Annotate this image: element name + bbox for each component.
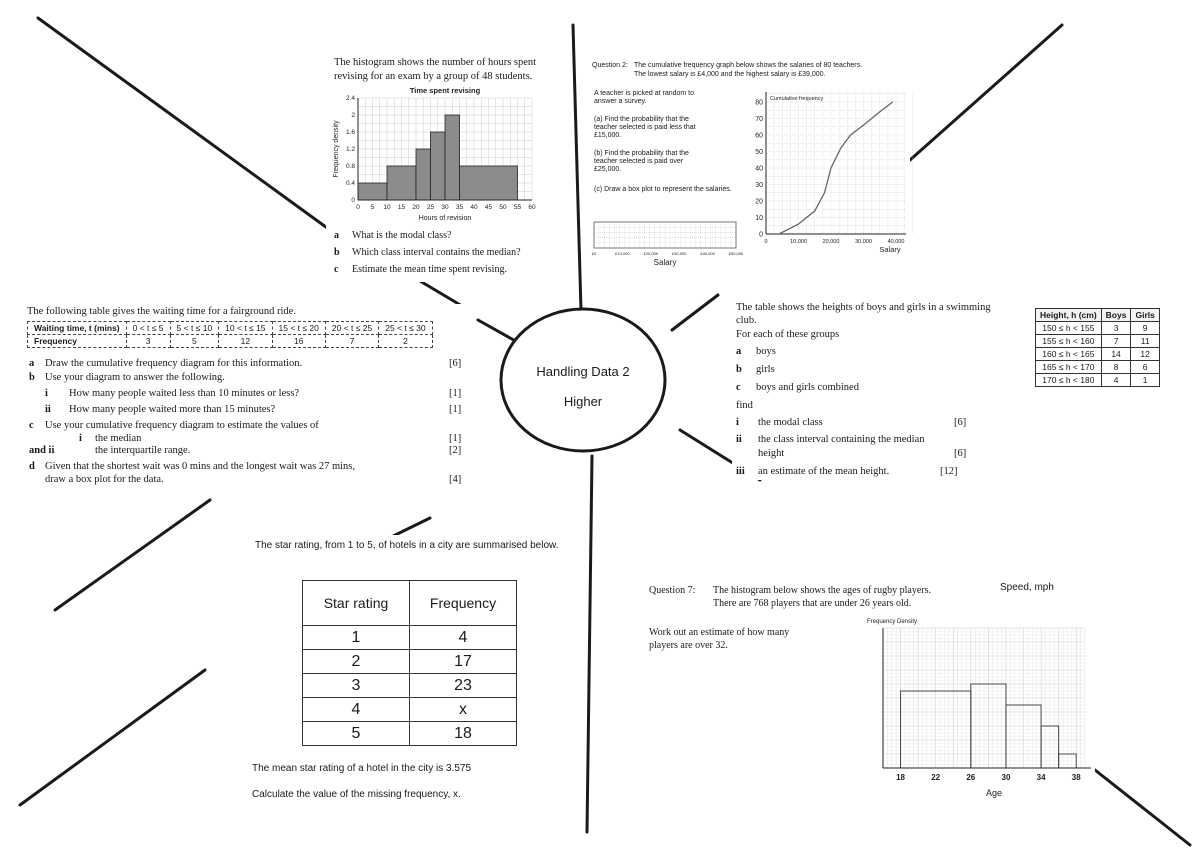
heights-cell: 170 ≤ h < 180 <box>1036 374 1102 387</box>
stars-table <box>302 580 517 746</box>
y-tick-label: 1.6 <box>345 129 355 136</box>
waiting-interval: 0 < t ≤ 5 <box>126 322 170 335</box>
y-tick-label: 50 <box>755 149 763 156</box>
hub-subtitle: Higher <box>563 394 603 409</box>
part-text: draw a box plot for the data. <box>45 474 164 485</box>
waiting-frequency: 7 <box>325 335 378 348</box>
histogram-bar <box>460 166 518 200</box>
stars-header-cell: Frequency <box>410 581 517 626</box>
boxplot-tick-label: £10,000 <box>615 251 630 256</box>
heights-intro-line2: club. <box>736 315 757 326</box>
question-text: Which class interval contains the median? <box>352 247 521 258</box>
x-tick-label: 15 <box>397 204 406 211</box>
waiting-row-time <box>28 322 433 335</box>
table-row <box>1036 335 1160 348</box>
boxplot-tick-label: £20,000 <box>643 251 659 256</box>
histogram-intro-line2: revising for an exam by a group of 48 students. <box>334 71 533 82</box>
x-tick-label: 30 <box>441 204 449 211</box>
hub-ellipse <box>498 306 668 454</box>
rugby-task-line1: Work out an estimate of how many <box>649 627 790 638</box>
table-row <box>1036 361 1160 374</box>
x-tick-label: 30 <box>1001 773 1011 782</box>
x-tick-label: 0 <box>764 239 768 245</box>
x-tick-label: 18 <box>896 773 906 782</box>
histogram-title: Time spent revising <box>409 86 481 95</box>
cumfreq-text-line: (b) Find the probability that the <box>594 150 689 157</box>
rugby-label: Question 7: <box>649 585 696 596</box>
histogram-bar <box>358 183 387 200</box>
cumfreq-text-line: (c) Draw a box plot to represent the salaries. <box>594 186 732 193</box>
heights-cell: 11 <box>1131 335 1159 348</box>
heights-intro-line3: For each of these groups <box>736 329 840 340</box>
heights-intro-line1: The table shows the heights of boys and girls in a swimming <box>736 302 991 313</box>
heights-cell: 9 <box>1131 322 1159 335</box>
stars-cell: 4 <box>410 626 517 650</box>
cumfreq-text-line: A teacher is picked at random to <box>594 90 694 97</box>
cumfreq-text-line: £25,000. <box>594 166 622 173</box>
x-tick-label: 22 <box>931 773 941 782</box>
table-row <box>303 698 517 722</box>
stars-cell: 5 <box>303 722 410 746</box>
rugby-intro-line2: There are 768 players that are under 26 years old. <box>713 598 912 609</box>
y-tick-label: 0 <box>351 197 355 204</box>
part-marks: [1] <box>449 433 462 444</box>
part-letter: a <box>29 358 35 369</box>
waiting-frequency: 2 <box>379 335 432 348</box>
x-tick-label: 20,000 <box>822 239 840 245</box>
heights-cell: 6 <box>1131 361 1159 374</box>
table-row <box>1036 348 1160 361</box>
heights-cell: 4 <box>1101 374 1131 387</box>
x-tick-label: 55 <box>513 204 522 211</box>
heights-cell: 14 <box>1101 348 1131 361</box>
question-histogram-revision <box>326 52 550 282</box>
stars-cell: 18 <box>410 722 517 746</box>
heights-header-cell: Boys <box>1101 309 1131 322</box>
salary-boxplot-grid <box>590 218 744 268</box>
histogram-bar <box>445 115 460 200</box>
stars-cell: 1 <box>303 626 410 650</box>
waiting-interval: 15 < t ≤ 20 <box>272 322 325 335</box>
histogram-bar <box>387 166 416 200</box>
heights-cell: 150 ≤ h < 155 <box>1036 322 1102 335</box>
part-marks: [6] <box>954 417 967 428</box>
stars-intro: The star rating, from 1 to 5, of hotels in a city are summarised below. <box>255 540 559 551</box>
heights-table <box>1035 308 1160 387</box>
cumfreq-title: Cumulative frequency <box>770 96 824 102</box>
y-tick-label: 0.8 <box>345 163 355 170</box>
y-axis-label: Frequency Density <box>867 619 918 625</box>
stars-cell: x <box>410 698 517 722</box>
waiting-interval: 10 < t ≤ 15 <box>219 322 272 335</box>
y-tick-label: 1.2 <box>345 146 355 153</box>
x-tick-label: 35 <box>455 204 464 211</box>
question-heights <box>732 300 1032 480</box>
x-tick-label: 38 <box>1071 773 1081 782</box>
waiting-header-time: Waiting time, t (mins) <box>28 322 127 335</box>
heights-cell: 7 <box>1101 335 1131 348</box>
part-text: an estimate of the mean height. <box>758 466 890 477</box>
y-tick-label: 70 <box>755 116 763 123</box>
group-letter: a <box>736 346 742 357</box>
y-tick-label: 2.4 <box>345 95 355 102</box>
stars-header-row <box>303 581 517 626</box>
stars-cell: 4 <box>303 698 410 722</box>
hub-title: Handling Data 2 <box>536 364 630 379</box>
cumfreq-intro-line2: The lowest salary is £4,000 and the highest salary is £39,000. <box>634 71 826 78</box>
x-tick-label: 20 <box>412 204 420 211</box>
cumfreq-text-line: teacher selected is paid over <box>594 158 684 165</box>
part-letter: iii <box>736 466 745 477</box>
heights-cell: 155 ≤ h < 160 <box>1036 335 1102 348</box>
x-tick-label: 50 <box>499 204 507 211</box>
part-text: Draw the cumulative frequency diagram for this information. <box>45 358 303 369</box>
cumfreq-text-line: teacher selected is paid less that <box>594 124 696 131</box>
stars-cell: 17 <box>410 650 517 674</box>
question-text: What is the modal class? <box>352 230 452 241</box>
heights-header-cell: Girls <box>1131 309 1159 322</box>
stars-task-text: Calculate the value of the missing frequency, x. <box>252 789 461 800</box>
question-cumulative-salaries <box>588 58 910 268</box>
part-marks: [2] <box>449 445 462 456</box>
group-text: boys and girls combined <box>756 382 859 393</box>
x-tick-label: 30,000 <box>855 239 872 245</box>
part-letter: and ii <box>29 445 55 456</box>
x-tick-label: 60 <box>528 204 536 211</box>
part-text: Use your cumulative frequency diagram to estimate the values of <box>45 420 319 431</box>
group-letter: c <box>736 382 741 393</box>
heights-cell: 1 <box>1131 374 1159 387</box>
rugby-task-line2: players are over 32. <box>649 640 728 651</box>
part-marks: [6] <box>449 358 462 369</box>
rugby-stray-text: Speed, mph <box>1000 582 1054 593</box>
part-text: Given that the shortest wait was 0 mins and the longest wait was 27 mins, <box>45 461 355 472</box>
x-tick-label: 0 <box>356 204 360 211</box>
histogram-bar <box>431 132 446 200</box>
waiting-row-frequency <box>28 335 433 348</box>
stars-header-cell: Star rating <box>303 581 410 626</box>
x-axis-label: Hours of revision <box>418 215 472 222</box>
waiting-intro: The following table gives the waiting time for a fairground ride. <box>27 306 296 317</box>
x-tick-label: 10 <box>383 204 391 211</box>
x-tick-label: 45 <box>484 204 493 211</box>
x-tick-label: 10,000 <box>790 239 807 245</box>
x-tick-label: 26 <box>966 773 976 782</box>
y-tick-label: 60 <box>755 132 763 140</box>
heights-cell: 165 ≤ h < 170 <box>1036 361 1102 374</box>
part-text: the median <box>95 433 142 444</box>
cumfreq-intro-line1: The cumulative frequency graph below shows the salaries of 80 teachers. <box>634 62 863 69</box>
part-letter: i <box>45 388 48 399</box>
table-row <box>1036 322 1160 335</box>
waiting-table <box>27 321 433 348</box>
histogram-revision-chart <box>326 84 550 222</box>
waiting-frequency: 3 <box>126 335 170 348</box>
boxplot-tick-label: £0 <box>591 251 597 256</box>
cumfreq-text-line: (a) Find the probability that the <box>594 116 689 123</box>
part-letter: i <box>79 433 82 444</box>
cumfreq-label: Question 2: <box>592 62 628 69</box>
heights-cell: 12 <box>1131 348 1159 361</box>
waiting-frequency: 5 <box>170 335 219 348</box>
part-text: Use your diagram to answer the following. <box>45 372 225 383</box>
part-letter: b <box>29 372 35 383</box>
boxplot-axis-label: Salary <box>653 258 677 267</box>
x-axis-label: Salary <box>879 245 901 254</box>
question-letter: c <box>334 264 339 275</box>
heights-cell: 3 <box>1101 322 1131 335</box>
x-tick-label: 40,000 <box>887 239 905 245</box>
rugby-histogram-chart <box>845 614 1095 804</box>
heights-find: find <box>736 400 753 411</box>
question-text: Estimate the mean time spent revising. <box>352 264 507 275</box>
stars-cell: 3 <box>303 674 410 698</box>
y-tick-label: 0.4 <box>345 180 355 187</box>
group-text: boys <box>756 346 776 357</box>
waiting-interval: 25 < t ≤ 30 <box>379 322 432 335</box>
question-letter: b <box>334 247 340 258</box>
stars-cell: 2 <box>303 650 410 674</box>
part-letter: ii <box>736 434 742 445</box>
histogram-intro-line1: The histogram shows the number of hours spent <box>334 57 537 68</box>
boxplot-tick-label: £40,000 <box>700 251 715 256</box>
table-row <box>303 626 517 650</box>
part-marks: [4] <box>449 474 462 485</box>
cumulative-frequency-chart <box>748 88 910 266</box>
part-text: How many people waited more than 15 minutes? <box>69 404 276 415</box>
y-tick-label: 0 <box>759 231 763 239</box>
rugby-intro-line1: The histogram below shows the ages of rugby players. <box>713 585 932 596</box>
part-letter: c <box>29 420 34 431</box>
waiting-interval: 20 < t ≤ 25 <box>325 322 378 335</box>
question-rugby-ages <box>645 580 1095 805</box>
x-axis-label: Age <box>985 788 1003 798</box>
x-tick-label: 5 <box>370 204 375 211</box>
part-marks: [12] <box>940 466 958 477</box>
stars-cell: 23 <box>410 674 517 698</box>
part-text: How many people waited less than 10 minutes or less? <box>69 388 300 399</box>
part-letter: i <box>736 417 739 428</box>
part-text: the modal class <box>758 417 823 428</box>
y-tick-label: 10 <box>755 215 763 222</box>
heights-cell: 160 ≤ h < 165 <box>1036 348 1102 361</box>
question-waiting-time <box>25 304 470 492</box>
histogram-bar <box>416 149 431 200</box>
part-marks: [1] <box>449 388 462 399</box>
heights-header-cell: Height, h (cm) <box>1036 309 1102 322</box>
cumfreq-text-line: answer a survey. <box>594 98 647 105</box>
cumfreq-text-line: £15,000. <box>594 132 622 139</box>
waiting-frequency: 16 <box>272 335 325 348</box>
part-text: height <box>758 448 785 459</box>
table-row <box>303 674 517 698</box>
x-tick-label: 25 <box>426 204 435 211</box>
part-text: the class interval containing the median <box>758 434 925 445</box>
y-tick-label: 40 <box>755 165 763 173</box>
x-tick-label: 40 <box>470 204 478 211</box>
group-letter: b <box>736 364 742 375</box>
table-row <box>303 650 517 674</box>
part-text: the interquartile range. <box>95 445 191 456</box>
part-letter: ii <box>45 404 51 415</box>
hub <box>498 306 668 454</box>
waiting-header-frequency: Frequency <box>28 335 127 348</box>
boxplot-tick-label: £50,000 <box>728 251 744 256</box>
x-tick-label: 34 <box>1036 773 1046 782</box>
y-axis-label: Frequency density <box>333 120 340 178</box>
group-text: girls <box>756 364 775 375</box>
waiting-frequency: 12 <box>219 335 272 348</box>
waiting-interval: 5 < t ≤ 10 <box>170 322 219 335</box>
heights-cell: 8 <box>1101 361 1131 374</box>
boxplot-tick-label: £30,000 <box>671 251 687 256</box>
table-row <box>303 722 517 746</box>
part-letter: d <box>29 461 35 472</box>
y-tick-label: 80 <box>755 99 763 107</box>
heights-header-row <box>1036 309 1160 322</box>
y-tick-label: 30 <box>755 182 763 189</box>
y-tick-label: 20 <box>755 198 763 206</box>
y-tick-label: 2 <box>351 112 355 119</box>
part-marks: [6] <box>954 448 967 459</box>
part-marks: [1] <box>449 404 462 415</box>
table-row <box>1036 374 1160 387</box>
question-star-rating <box>240 535 580 810</box>
question-letter: a <box>334 230 339 241</box>
stars-mean-text: The mean star rating of a hotel in the city is 3.575 <box>252 763 472 774</box>
